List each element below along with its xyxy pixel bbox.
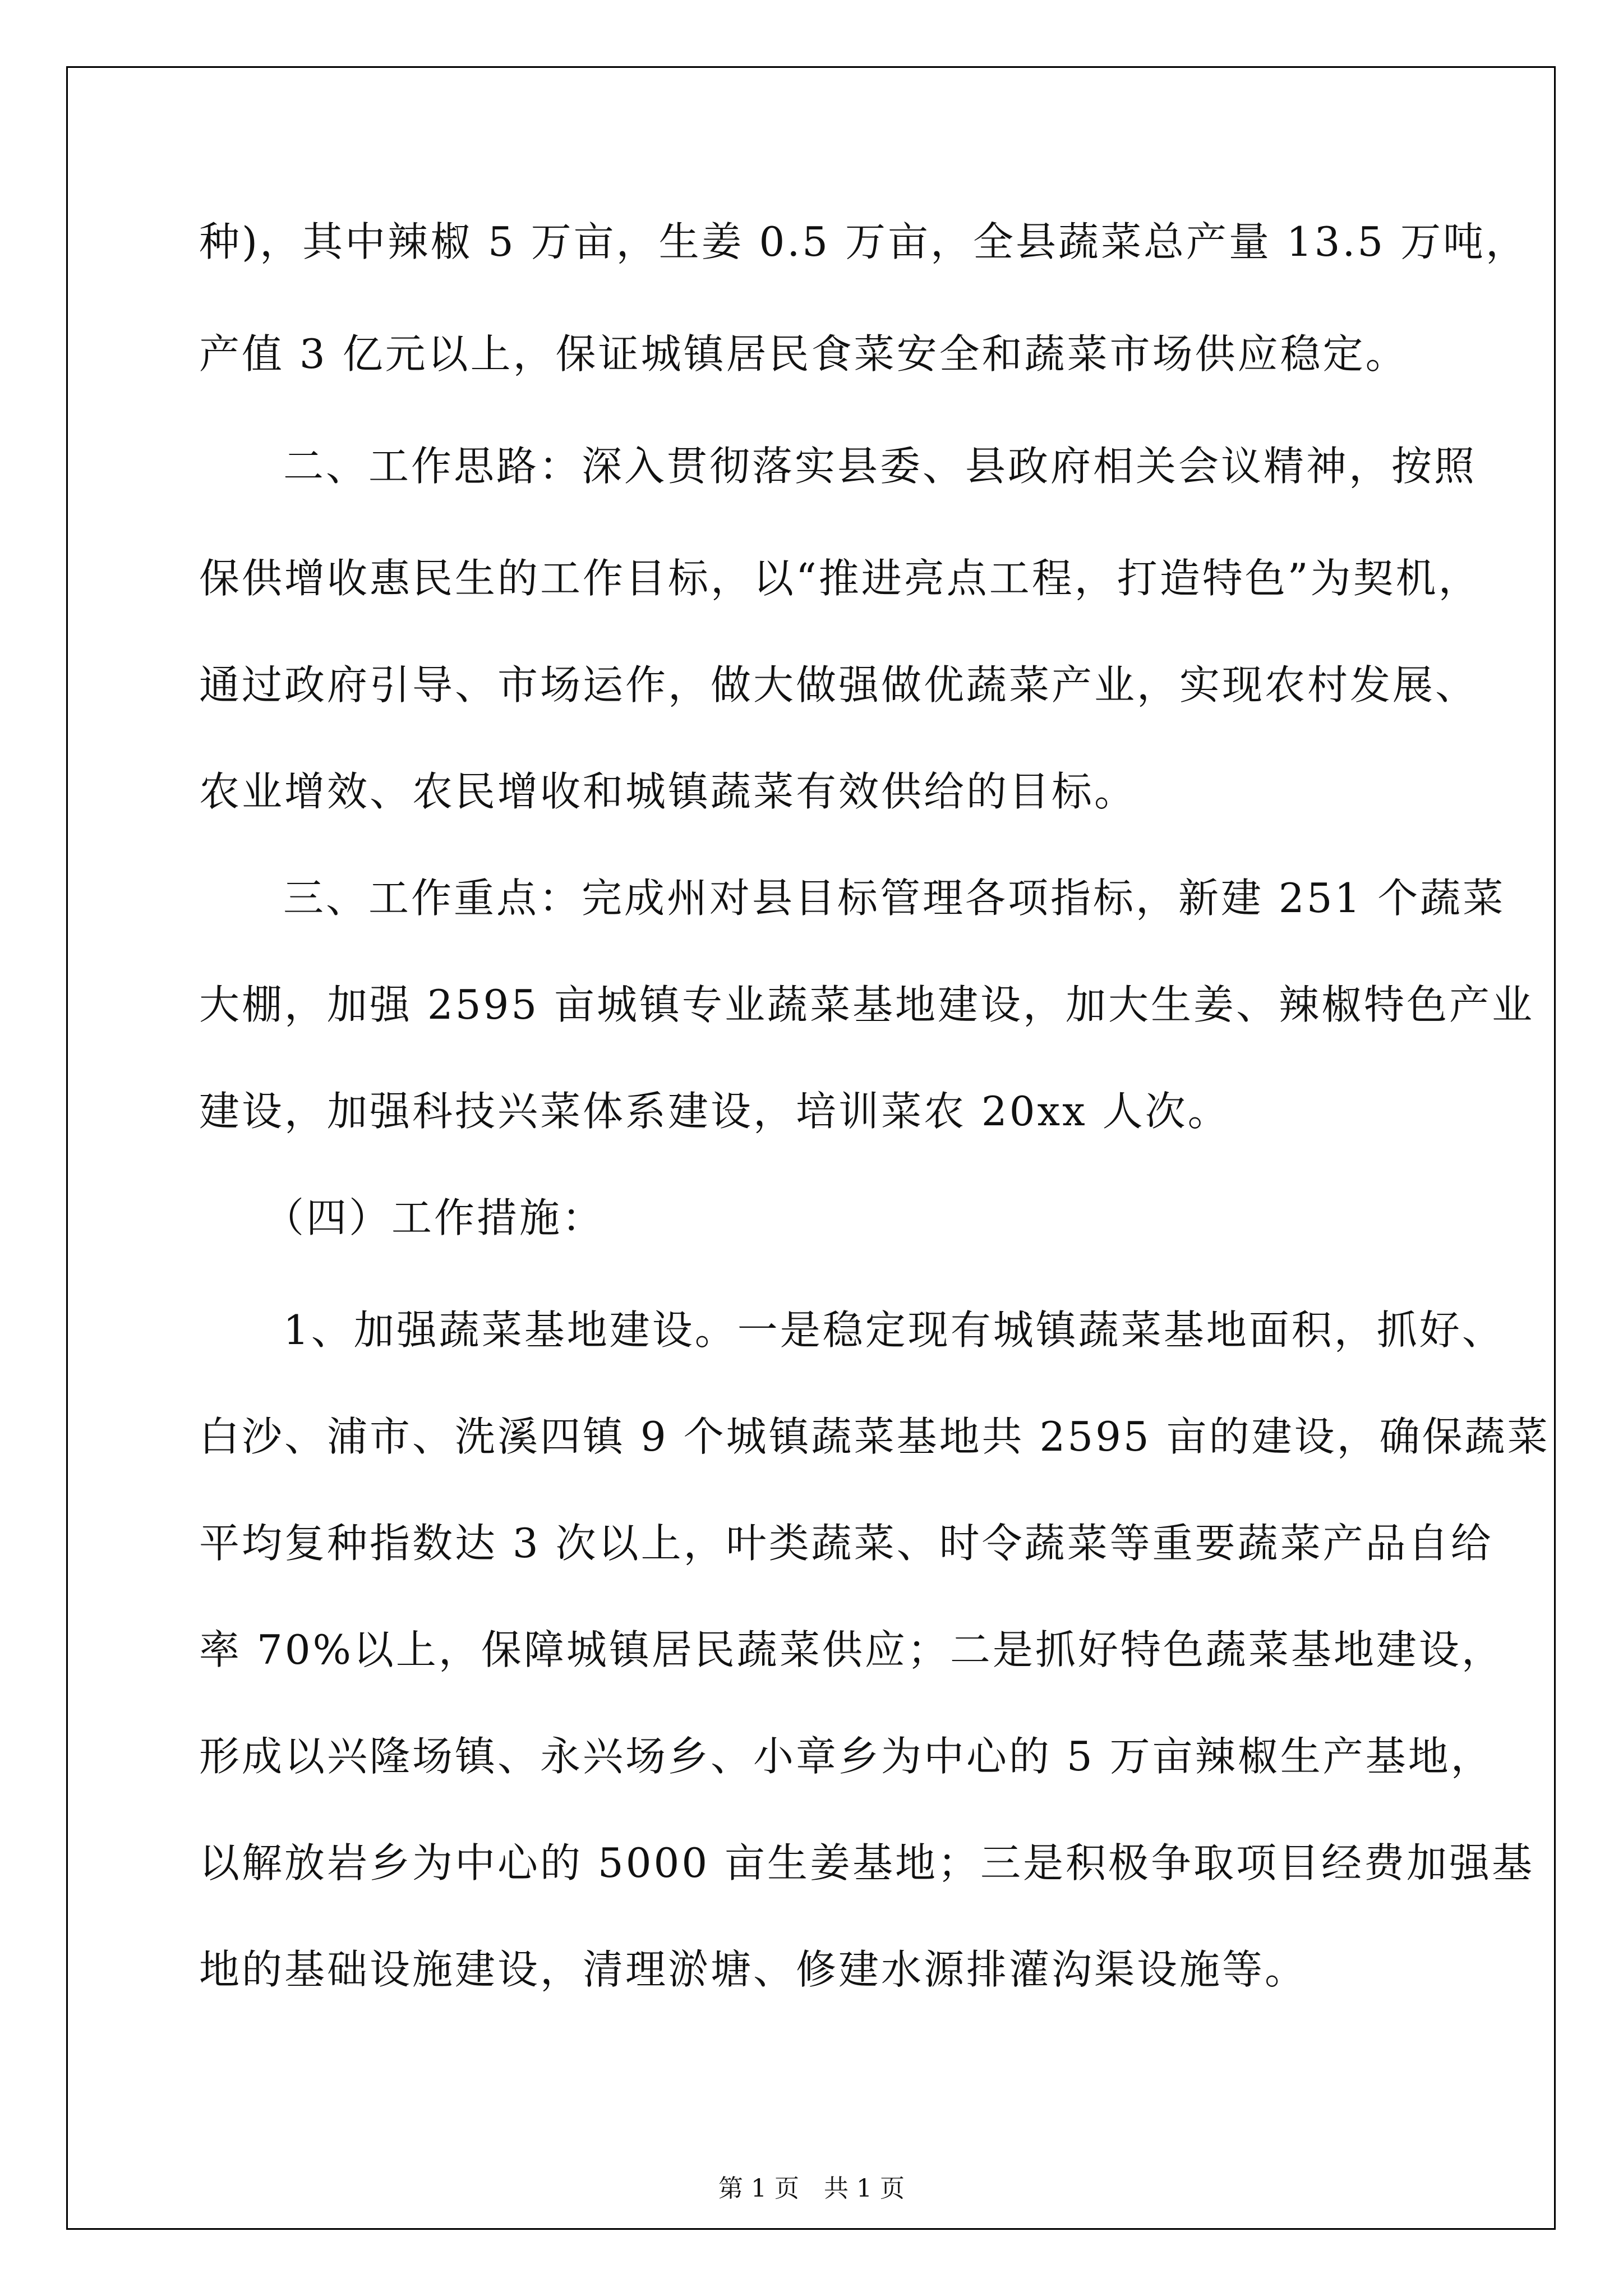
paragraph-line: 平均复种指数达 3 次以上，叶类蔬菜、时令蔬菜等重要蔬菜产品自给 <box>199 1520 1493 1567</box>
measure-one-heading-line: 1、加强蔬菜基地建设。一是稳定现有城镇蔬菜基地面积，抓好、 <box>283 1306 1505 1354</box>
paragraph-line: 种)，其中辣椒 5 万亩，生姜 0.5 万亩，全县蔬菜总产量 13.5 万吨， <box>199 218 1529 265</box>
paragraph-line: 形成以兴隆场镇、永兴场乡、小章乡为中心的 5 万亩辣椒生产基地， <box>199 1733 1493 1780</box>
page-footer: 第 1 页 共 1 页 <box>718 2174 905 2203</box>
section-three-heading-line: 三、工作重点：完成州对县目标管理各项指标，新建 251 个蔬菜 <box>283 875 1506 922</box>
paragraph-line: 白沙、浦市、洗溪四镇 9 个城镇蔬菜基地共 2595 亩的建设，确保蔬菜 <box>199 1413 1550 1460</box>
section-four-heading: （四）工作措施： <box>264 1194 605 1241</box>
paragraph-line: 农业增效、农民增收和城镇蔬菜有效供给的目标。 <box>199 768 1137 815</box>
paragraph-line: 地的基础设施建设，清理淤塘、修建水源排灌沟渠设施等。 <box>199 1946 1308 1993</box>
page-border <box>66 66 1556 2230</box>
paragraph-line: 通过政府引导、市场运作，做大做强做优蔬菜产业，实现农村发展、 <box>199 661 1478 708</box>
paragraph-line: 保供增收惠民生的工作目标，以“推进亮点工程，打造特色”为契机， <box>199 555 1481 602</box>
paragraph-line: 以解放岩乡为中心的 5000 亩生姜基地；三是积极争取项目经费加强基 <box>199 1839 1535 1887</box>
paragraph-line: 建设，加强科技兴菜体系建设，培训菜农 20xx 人次。 <box>199 1088 1230 1135</box>
paragraph-line: 率 70%以上，保障城镇居民蔬菜供应；二是抓好特色蔬菜基地建设， <box>199 1626 1504 1673</box>
paragraph-line: 产值 3 亿元以上，保证城镇居民食菜安全和蔬菜市场供应稳定。 <box>199 330 1408 378</box>
paragraph-line: 大棚，加强 2595 亩城镇专业蔬菜基地建设，加大生姜、辣椒特色产业 <box>199 981 1535 1028</box>
section-two-heading-line: 二、工作思路：深入贯彻落实县委、县政府相关会议精神，按照 <box>283 443 1477 490</box>
